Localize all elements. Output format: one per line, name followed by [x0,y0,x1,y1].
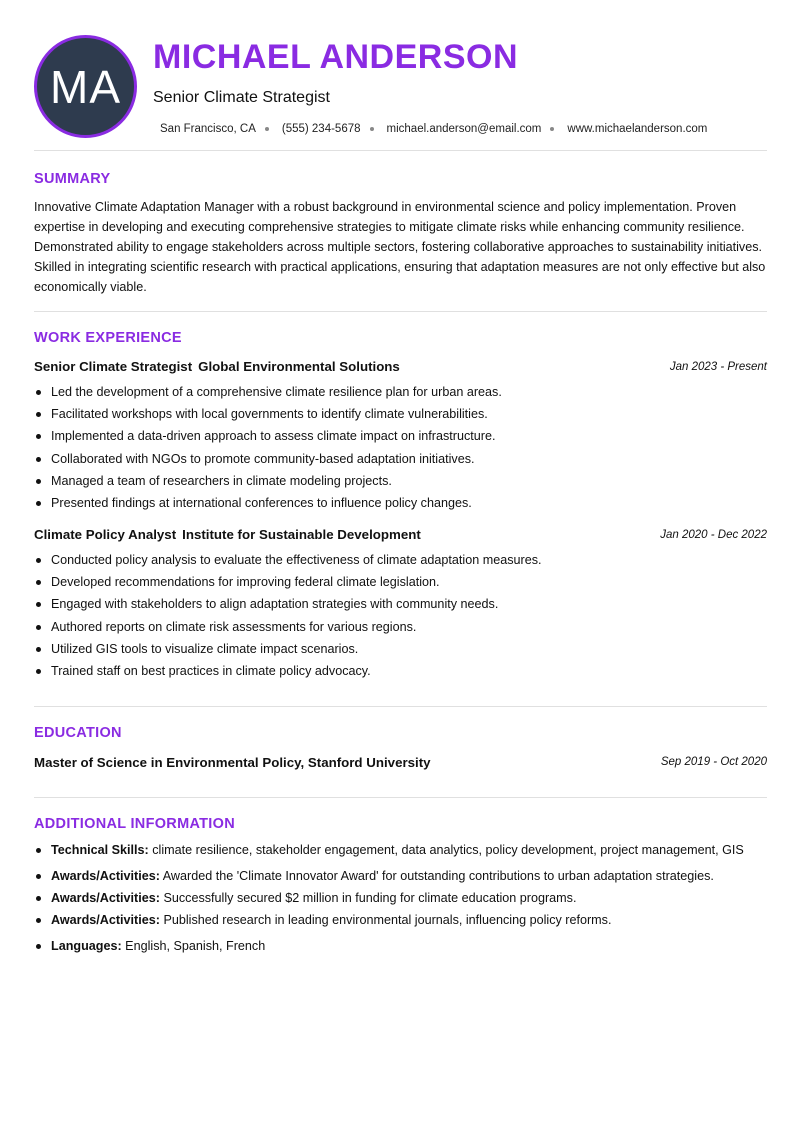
list-item: Led the development of a comprehensive climate resilience plan for urban areas. [51,381,767,403]
item-text: Awarded the 'Climate Innovator Award' for outstanding contributions to urban adaptation strategies. [159,869,714,883]
separator-dot [550,127,554,131]
education-entry [34,752,767,772]
contact-bar [160,121,707,137]
separator-dot [370,127,374,131]
contact-location: San Francisco, CA [160,123,256,135]
list-item: Trained staff on best practices in climate policy advocacy. [51,660,767,682]
list-item [51,937,767,955]
item-label: Awards/Activities: [51,913,160,927]
job-role: Senior Climate Strategist [34,359,193,374]
job-company: Institute for Sustainable Development [182,527,421,542]
contact-email[interactable]: michael.anderson@email.com [386,123,542,135]
job-bullets [51,549,767,682]
job-date: Jan 2023 - Present [669,361,767,373]
item-label: Awards/Activities: [51,869,160,883]
avatar-initials: MA [50,60,121,113]
divider [34,150,767,151]
list-item: Presented findings at international conferences to influence policy changes. [51,492,767,514]
list-item [51,911,767,929]
item-text: English, Spanish, French [121,939,266,953]
list-item [51,841,767,859]
list-item [51,867,767,885]
summary-heading: SUMMARY [34,171,111,187]
contact-phone: (555) 234-5678 [281,123,361,135]
additional-info-list [51,841,767,955]
avatar [34,35,137,138]
candidate-name: MICHAEL ANDERSON [153,38,519,76]
divider [34,311,767,312]
list-item: Utilized GIS tools to visualize climate impact scenarios. [51,638,767,660]
contact-website[interactable]: www.michaelanderson.com [567,123,708,135]
job-header [34,526,767,544]
additional-info-heading: ADDITIONAL INFORMATION [34,816,235,832]
education-heading: EDUCATION [34,725,122,741]
list-item: Facilitated workshops with local governments to identify climate vulnerabilities. [51,403,767,425]
education-date: Sep 2019 - Oct 2020 [660,756,767,768]
list-item: Managed a team of researchers in climate modeling projects. [51,470,767,492]
item-text: Published research in leading environmental journals, influencing policy reforms. [159,913,612,927]
list-item: Collaborated with NGOs to promote community-based adaptation initiatives. [51,448,767,470]
item-label: Awards/Activities: [51,891,160,905]
list-item [51,889,767,907]
job-company: Global Environmental Solutions [198,359,400,374]
item-label: Technical Skills: [51,843,149,857]
item-text: climate resilience, stakeholder engagement, data analytics, policy development, project management, GIS [148,843,744,857]
job-bullets [51,381,767,514]
job-date: Jan 2020 - Dec 2022 [660,529,767,541]
job-header [34,358,767,376]
job-role: Climate Policy Analyst [34,527,177,542]
divider [34,706,767,707]
separator-dot [265,127,269,131]
divider [34,797,767,798]
item-label: Languages: [51,939,122,953]
list-item: Implemented a data-driven approach to assess climate impact on infrastructure. [51,425,767,447]
candidate-title: Senior Climate Strategist [153,89,330,106]
education-degree: Master of Science in Environmental Policy, Stanford University [34,754,431,770]
summary-text: Innovative Climate Adaptation Manager with a robust background in environmental science and policy implementation. Proven expertise in developing and executing comprehensive strategies to mitigate climate risks while enhancing community resilience. Demonstrated ability to engage stakeholders across multiple sectors, fostering collaborative approaches to sustainability initiatives. Skilled in integrating scientific research with practical applications, ensuring that adaptation measures are not only effective but also economically viable. [34,200,766,294]
list-item: Conducted policy analysis to evaluate the effectiveness of climate adaptation measures. [51,549,767,571]
list-item: Authored reports on climate risk assessments for various regions. [51,616,767,638]
list-item: Developed recommendations for improving federal climate legislation. [51,571,767,593]
item-text: Successfully secured $2 million in funding for climate education programs. [159,891,577,905]
work-experience-heading: WORK EXPERIENCE [34,330,182,346]
list-item: Engaged with stakeholders to align adaptation strategies with community needs. [51,593,767,615]
